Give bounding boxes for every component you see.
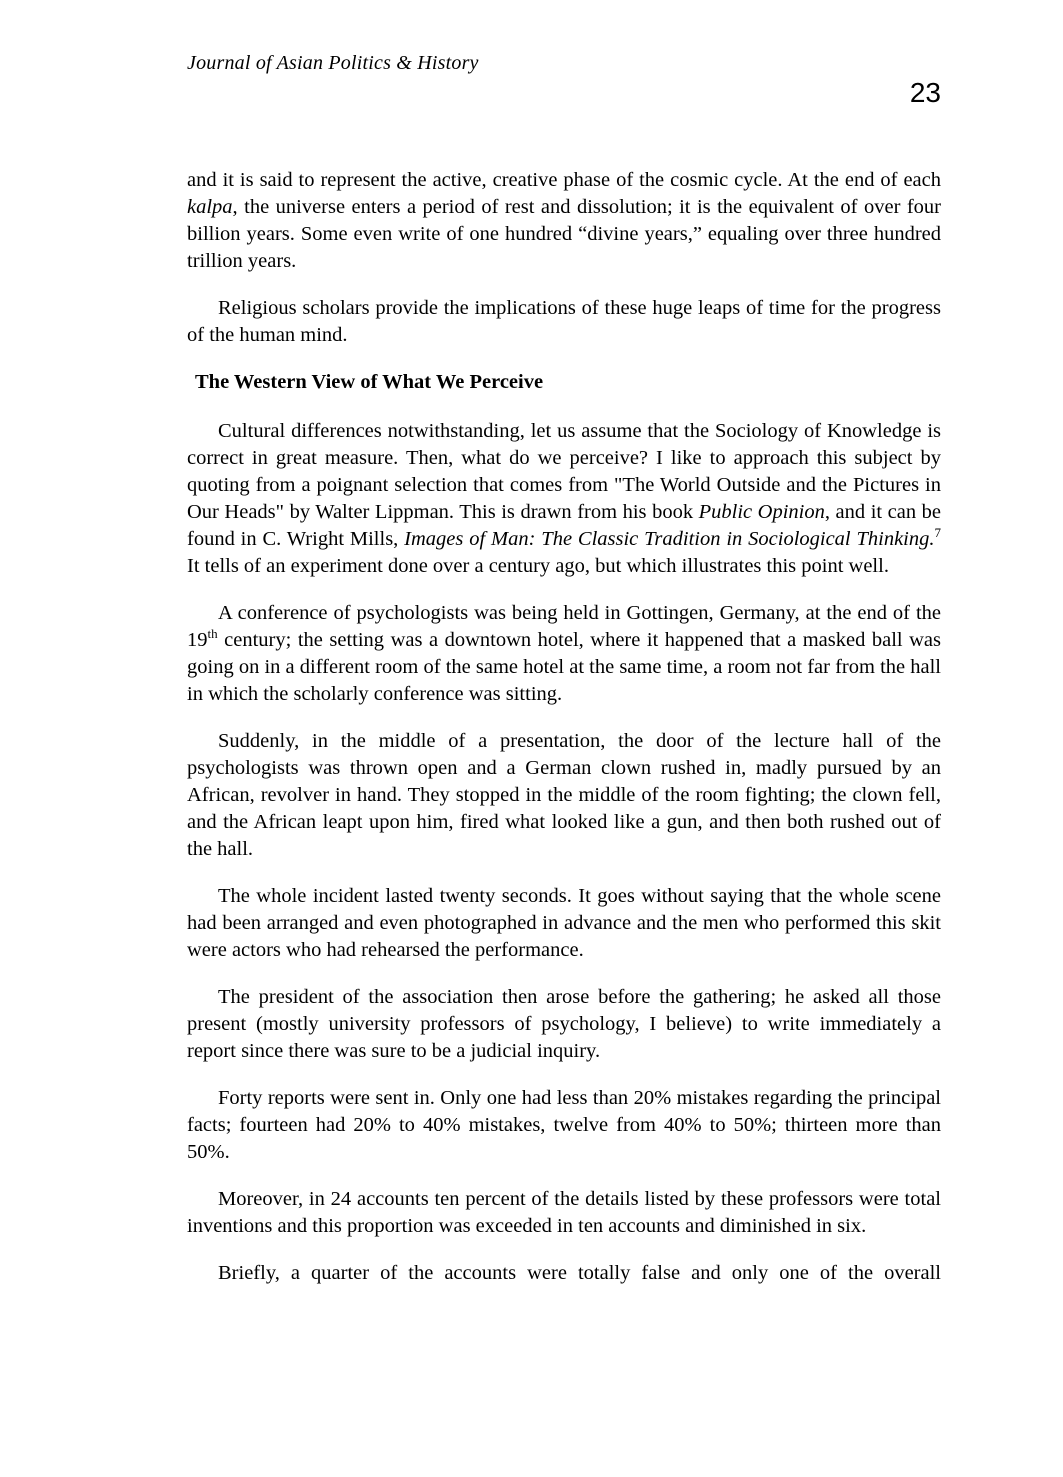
para-suddenly-clown (187, 728, 941, 863)
text-segment: Moreover, in 24 accounts ten percent of the details listed by these professors were total inventions and this proportion was exceeded in ten accounts and diminished in six. (187, 1188, 941, 1237)
italic-text: Public Opinion (698, 501, 825, 523)
text-segment: and it is said to represent the active, creative phase of the cosmic cycle. At the end of each (187, 169, 941, 191)
para-briefly-false (187, 1260, 941, 1287)
page-body (187, 167, 941, 1307)
text-segment: Suddenly, in the middle of a presentation, the door of the lecture hall of the psychologists was thrown open and a German clown rushed in, madly pursued by an African, revolver in hand. They stopped in the middle of the room fighting; the clown fell, and the African leapt upon him, fired what looked like a gun, and then both rushed out of the hall. (187, 730, 941, 860)
superscript-text: 7 (934, 525, 941, 541)
para-cultural-differences (187, 418, 941, 580)
italic-text: Images of Man: The Classic Tradition in Sociological Thinking. (404, 528, 935, 550)
para-kalpa-cycle (187, 167, 941, 275)
text-segment: The whole incident lasted twenty seconds. It goes without saying that the whole scene had been arranged and even photographed in advance and the men who performed this skit were actors who had rehearsed the performance. (187, 885, 941, 961)
para-president-association (187, 984, 941, 1065)
page-number: 23 (909, 77, 941, 108)
text-segment: It tells of an experiment done over a century ago, but which illustrates this point well. (187, 555, 889, 577)
text-segment: , and it can be found in C. Wright Mills, (187, 501, 941, 550)
para-whole-incident (187, 883, 941, 964)
para-conference-gottingen (187, 600, 941, 708)
text-segment: Religious scholars provide the implications of these huge leaps of time for the progress of the human mind. (187, 297, 941, 346)
superscript-text: th (207, 626, 218, 642)
text-segment: Cultural differences notwithstanding, let us assume that the Sociology of Knowledge is correct in great measure. Then, what do we perceive? I like to approach this subject by quoting from a poignant selection that comes from "The World Outside and the Pictures in Our Heads" by Walter Lippman. This is drawn from his book (187, 420, 941, 523)
text-segment: The president of the association then arose before the gathering; he asked all those present (mostly university professors of psychology, I believe) to write immediately a report since there was sure to be a judicial inquiry. (187, 986, 941, 1062)
text-segment: century; the setting was a downtown hotel, where it happened that a masked ball was going on in a different room of the same hotel at the same time, a room not far from the hall in which the scholarly conference was sitting. (187, 629, 941, 705)
para-forty-reports (187, 1085, 941, 1166)
journal-title: Journal of Asian Politics & History (187, 52, 479, 74)
text-segment: Forty reports were sent in. Only one had less than 20% mistakes regarding the principal facts; fourteen had 20% to 40% mistakes, twelve from 40% to 50%; thirteen more than 50%. (187, 1087, 941, 1163)
para-religious-scholars (187, 295, 941, 349)
text-segment: , the universe enters a period of rest and dissolution; it is the equivalent of over four billion years. Some even write of one hundred “divine years,” equaling over three hundred trillion years. (187, 196, 941, 272)
text-segment: Briefly, a quarter of the accounts were totally false and only one of the overall (218, 1262, 941, 1284)
heading-western-view: The Western View of What We Perceive (195, 371, 544, 393)
italic-text: kalpa (187, 196, 233, 218)
para-moreover-accounts (187, 1186, 941, 1240)
text-segment: A conference of psychologists was being held in Gottingen, Germany, at the end of the 19 (187, 602, 941, 651)
